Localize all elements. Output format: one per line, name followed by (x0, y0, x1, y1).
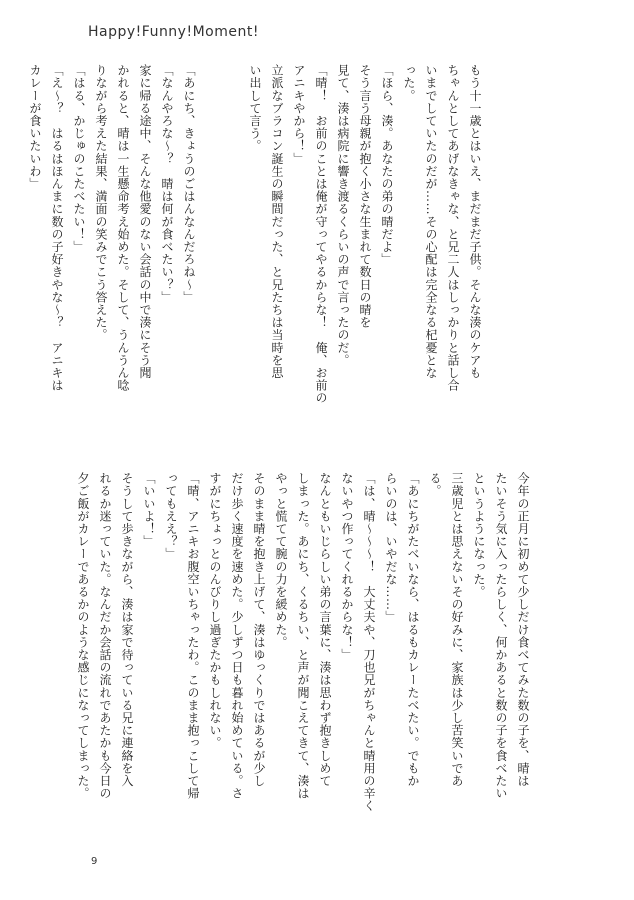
text-line: というようになった。 (472, 472, 486, 598)
text-line: 見て、湊は病院に響き渡るくらいの声で言ったのだ。 (336, 64, 350, 367)
text-line: アニキやから！」 (292, 64, 306, 165)
text-line: 夕ご飯がカレーであるかのような感じになってしまった。 (76, 472, 90, 800)
text-line: ってもええ？」 (164, 472, 178, 561)
text-line: そうして歩きながら、湊は家で待っている兄に連絡を入 (120, 472, 134, 787)
text-line: すがにちょっとのんびりし過ぎたかもしれない。 (208, 472, 222, 750)
text-line: なんともいじらしい弟の言葉に、湊は思わず抱きしめて (318, 472, 332, 787)
text-line: 「ほら、湊。あなたの弟の晴だよ」 (380, 64, 394, 266)
text-line: りながら考えた結果、満面の笑みでこう答えた。 (94, 64, 108, 342)
text-line: そう言う母親が抱く小さな生まれて数日の晴を (358, 64, 372, 329)
text-line: る。 (428, 472, 442, 498)
running-header: Happy!Funny!Moment! (88, 24, 259, 40)
text-line: 三歳児とは思えないその好みに、家族は少し苦笑いであ (450, 472, 464, 787)
page-number: 9 (91, 856, 98, 867)
text-line: らいのは、いやだな……」 (384, 472, 398, 624)
text-line: ちゃんとしてあげなきゃな、と兄二人はしっかりと話し合 (446, 64, 460, 392)
text-line: 「はる、かじゅのこたべたい！」 (72, 64, 86, 253)
text-line: 「晴、アニキお腹空いちゃったわ。このまま抱っこして帰 (186, 472, 200, 800)
text-line: かれると、晴は一生懸命考え始めた。そして、うんうん唸 (116, 64, 130, 392)
text-line: 「は、晴〜〜〜！ 大丈夫や、刀也兄がちゃんと晴用の辛く (362, 472, 376, 813)
text-line: しまった。あにち、くるちい、と声が聞こえてきて、湊は (296, 472, 310, 800)
text-line: 「あにちがたべいなら、はるもカレーたべたい。でもか (406, 472, 420, 787)
text-line: れるか迷っていた。なんだか会話の流れであたかも今日の (98, 472, 112, 800)
text-line: たいそう気に入ったらしく、何かあると数の子を食べたい (494, 472, 508, 800)
text-line: 「え〜？ はるはほんまに数の子好きやな〜？ アニキは (50, 64, 64, 392)
text-line: やっと慌てて腕の力を緩めた。 (274, 472, 288, 649)
text-line: った。 (402, 64, 416, 102)
text-line: 家に帰る途中、そんな他愛のない会話の中で湊にそう聞 (138, 64, 152, 379)
text-line: 「晴！ お前のことは俺が守ってやるからな！ 俺、お前の (314, 64, 328, 405)
text-line: い出して言う。 (248, 64, 262, 153)
text-line: だけ歩く速度を速めた。少しずつ日も暮れ始めている。さ (230, 472, 244, 800)
text-line: 今年の正月に初めて少しだけ食べてみた数の子を、晴は (516, 472, 530, 787)
text-line: カレーが食いたいわ」 (28, 64, 42, 190)
text-line: 「あにち、きょうのごはんなんだろね〜」 (182, 64, 196, 304)
text-line: もう十一歳とはいえ、まだまだ子供。そんな湊のケアも (468, 64, 482, 379)
text-line: ないやつ作ってくれるからな！」 (340, 472, 354, 661)
text-line: 「いいよ！」 (142, 472, 156, 548)
text-line: いまでしていたのだが……その心配は完全なる杞憂とな (424, 64, 438, 379)
text-line: そのまま晴を抱き上げて、湊はゆっくりではあるが少し (252, 472, 266, 787)
text-line: 「なんやろな〜？ 晴は何が食べたい？」 (160, 64, 174, 304)
text-line: 立派なブラコン誕生の瞬間だった、と兄たちは当時を思 (270, 64, 284, 379)
